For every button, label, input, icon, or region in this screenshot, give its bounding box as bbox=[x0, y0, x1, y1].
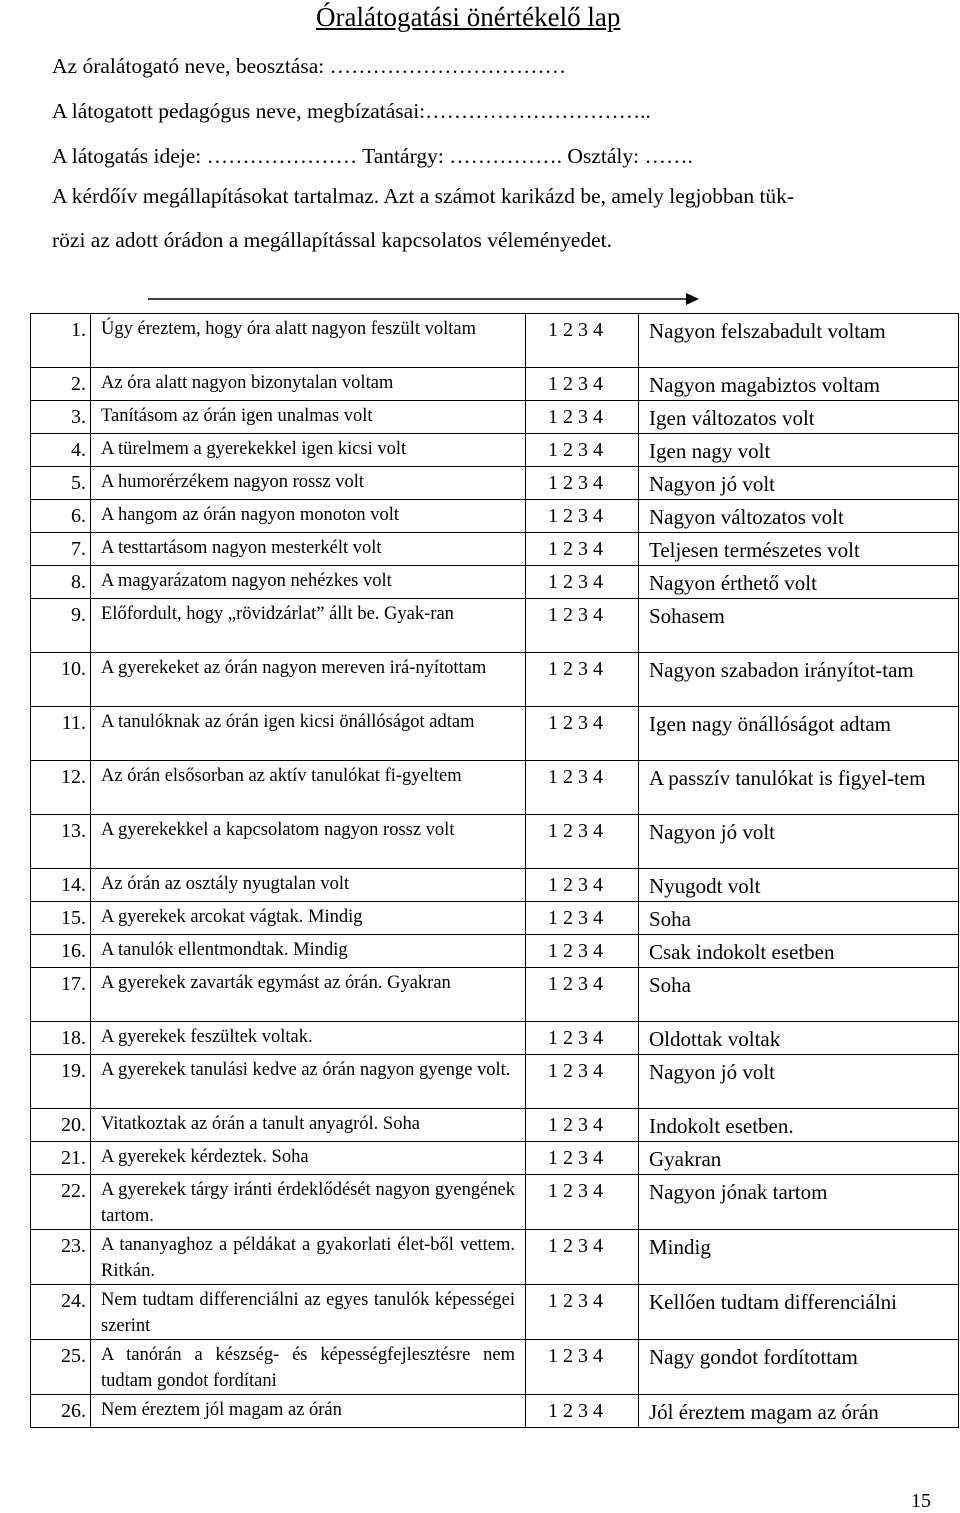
visit-date-line: A látogatás ideje: ………………… Tantárgy: ……………. Osztály: ……. bbox=[52, 144, 693, 168]
item-number: 13. bbox=[31, 815, 91, 869]
negative-statement: Az órán az osztály nyugtalan volt bbox=[91, 869, 526, 902]
item-number: 19. bbox=[31, 1055, 91, 1109]
rating-scale[interactable]: 1 2 3 4 bbox=[526, 869, 639, 902]
teacher-name-line: A látogatott pedagógus neve, megbízatásai:………………………….. bbox=[52, 99, 651, 123]
table-row bbox=[31, 902, 959, 935]
positive-statement: Nagyon felszabadult voltam bbox=[639, 314, 959, 368]
negative-statement: Tanításom az órán igen unalmas volt bbox=[91, 401, 526, 434]
positive-statement: Igen nagy volt bbox=[639, 434, 959, 467]
table-row bbox=[31, 1285, 959, 1340]
item-number: 12. bbox=[31, 761, 91, 815]
negative-statement: A gyerekek tanulási kedve az órán nagyon gyenge volt. bbox=[91, 1055, 526, 1109]
rating-scale[interactable]: 1 2 3 4 bbox=[526, 968, 639, 1022]
scale-arrow-icon bbox=[148, 290, 700, 308]
rating-scale[interactable]: 1 2 3 4 bbox=[526, 1055, 639, 1109]
item-number: 4. bbox=[31, 434, 91, 467]
rating-scale[interactable]: 1 2 3 4 bbox=[526, 707, 639, 761]
rating-scale[interactable]: 1 2 3 4 bbox=[526, 653, 639, 707]
rating-scale[interactable]: 1 2 3 4 bbox=[526, 566, 639, 599]
table-row bbox=[31, 599, 959, 653]
negative-statement: Nem tudtam differenciálni az egyes tanulók képességei szerint bbox=[91, 1285, 526, 1340]
rating-scale[interactable]: 1 2 3 4 bbox=[526, 815, 639, 869]
rating-scale[interactable]: 1 2 3 4 bbox=[526, 599, 639, 653]
negative-statement: A testtartásom nagyon mesterkélt volt bbox=[91, 533, 526, 566]
table-row bbox=[31, 1109, 959, 1142]
item-number: 24. bbox=[31, 1285, 91, 1340]
item-number: 15. bbox=[31, 902, 91, 935]
rating-scale[interactable]: 1 2 3 4 bbox=[526, 1142, 639, 1175]
positive-statement: Igen változatos volt bbox=[639, 401, 959, 434]
positive-statement: Teljesen természetes volt bbox=[639, 533, 959, 566]
negative-statement: Az órán elsősorban az aktív tanulókat fi-gyeltem bbox=[91, 761, 526, 815]
rating-scale[interactable]: 1 2 3 4 bbox=[526, 761, 639, 815]
positive-statement: Nagyon változatos volt bbox=[639, 500, 959, 533]
positive-statement: Kellően tudtam differenciálni bbox=[639, 1285, 959, 1340]
positive-statement: Nagyon szabadon irányítot-tam bbox=[639, 653, 959, 707]
rating-scale[interactable]: 1 2 3 4 bbox=[526, 401, 639, 434]
table-row bbox=[31, 1395, 959, 1428]
item-number: 9. bbox=[31, 599, 91, 653]
item-number: 16. bbox=[31, 935, 91, 968]
table-row bbox=[31, 500, 959, 533]
table-row bbox=[31, 1055, 959, 1109]
positive-statement: Nagyon jó volt bbox=[639, 467, 959, 500]
negative-statement: A türelmem a gyerekekkel igen kicsi volt bbox=[91, 434, 526, 467]
page-title: Óralátogatási önértékelő lap bbox=[316, 2, 621, 32]
positive-statement: Nagyon jónak tartom bbox=[639, 1175, 959, 1230]
rating-scale[interactable]: 1 2 3 4 bbox=[526, 935, 639, 968]
item-number: 10. bbox=[31, 653, 91, 707]
table-row bbox=[31, 533, 959, 566]
positive-statement: Nagyon jó volt bbox=[639, 1055, 959, 1109]
positive-statement: Soha bbox=[639, 968, 959, 1022]
negative-statement: Úgy éreztem, hogy óra alatt nagyon feszült voltam bbox=[91, 314, 526, 368]
item-number: 18. bbox=[31, 1022, 91, 1055]
table-row bbox=[31, 869, 959, 902]
rating-scale[interactable]: 1 2 3 4 bbox=[526, 1175, 639, 1230]
table-row bbox=[31, 1230, 959, 1285]
table-row bbox=[31, 761, 959, 815]
positive-statement: Mindig bbox=[639, 1230, 959, 1285]
negative-statement: Vitatkoztak az órán a tanult anyagról. Soha bbox=[91, 1109, 526, 1142]
item-number: 11. bbox=[31, 707, 91, 761]
table-row bbox=[31, 566, 959, 599]
negative-statement: A gyerekek kérdeztek. Soha bbox=[91, 1142, 526, 1175]
visitor-name-line: Az óralátogató neve, beosztása: …………………………… bbox=[52, 54, 567, 78]
positive-statement: Sohasem bbox=[639, 599, 959, 653]
positive-statement: Gyakran bbox=[639, 1142, 959, 1175]
negative-statement: Az óra alatt nagyon bizonytalan voltam bbox=[91, 368, 526, 401]
table-row bbox=[31, 467, 959, 500]
rating-scale[interactable]: 1 2 3 4 bbox=[526, 1340, 639, 1395]
table-row bbox=[31, 653, 959, 707]
instruction-line-1: A kérdőív megállapításokat tartalmaz. Azt a számot karikázd be, amely legjobban tük- bbox=[52, 184, 795, 208]
item-number: 5. bbox=[31, 467, 91, 500]
rating-scale[interactable]: 1 2 3 4 bbox=[526, 1395, 639, 1428]
table-row bbox=[31, 707, 959, 761]
rating-scale[interactable]: 1 2 3 4 bbox=[526, 434, 639, 467]
positive-statement: Nagyon érthető volt bbox=[639, 566, 959, 599]
negative-statement: A magyarázatom nagyon nehézkes volt bbox=[91, 566, 526, 599]
table-row bbox=[31, 314, 959, 368]
negative-statement: Előfordult, hogy „rövidzárlat” állt be. Gyak-ran bbox=[91, 599, 526, 653]
rating-scale[interactable]: 1 2 3 4 bbox=[526, 500, 639, 533]
item-number: 17. bbox=[31, 968, 91, 1022]
positive-statement: Csak indokolt esetben bbox=[639, 935, 959, 968]
item-number: 14. bbox=[31, 869, 91, 902]
item-number: 26. bbox=[31, 1395, 91, 1428]
rating-scale[interactable]: 1 2 3 4 bbox=[526, 902, 639, 935]
rating-scale[interactable]: 1 2 3 4 bbox=[526, 314, 639, 368]
rating-scale[interactable]: 1 2 3 4 bbox=[526, 368, 639, 401]
page-number: 15 bbox=[911, 1490, 931, 1512]
negative-statement: A gyerekek zavarták egymást az órán. Gyakran bbox=[91, 968, 526, 1022]
negative-statement: Nem éreztem jól magam az órán bbox=[91, 1395, 526, 1428]
item-number: 8. bbox=[31, 566, 91, 599]
negative-statement: A gyerekek feszültek voltak. bbox=[91, 1022, 526, 1055]
rating-scale[interactable]: 1 2 3 4 bbox=[526, 1230, 639, 1285]
rating-scale[interactable]: 1 2 3 4 bbox=[526, 1285, 639, 1340]
table-row bbox=[31, 1175, 959, 1230]
item-number: 7. bbox=[31, 533, 91, 566]
item-number: 1. bbox=[31, 314, 91, 368]
positive-statement: Igen nagy önállóságot adtam bbox=[639, 707, 959, 761]
item-number: 2. bbox=[31, 368, 91, 401]
item-number: 3. bbox=[31, 401, 91, 434]
item-number: 25. bbox=[31, 1340, 91, 1395]
item-number: 22. bbox=[31, 1175, 91, 1230]
table-row bbox=[31, 401, 959, 434]
negative-statement: A humorérzékem nagyon rossz volt bbox=[91, 467, 526, 500]
negative-statement: A hangom az órán nagyon monoton volt bbox=[91, 500, 526, 533]
positive-statement: A passzív tanulókat is figyel-tem bbox=[639, 761, 959, 815]
rating-scale[interactable]: 1 2 3 4 bbox=[526, 533, 639, 566]
table-row bbox=[31, 434, 959, 467]
positive-statement: Nyugodt volt bbox=[639, 869, 959, 902]
item-number: 23. bbox=[31, 1230, 91, 1285]
negative-statement: A gyerekekkel a kapcsolatom nagyon rossz volt bbox=[91, 815, 526, 869]
negative-statement: A gyerekek tárgy iránti érdeklődését nagyon gyengének tartom. bbox=[91, 1175, 526, 1230]
negative-statement: A gyerekeket az órán nagyon mereven irá-nyítottam bbox=[91, 653, 526, 707]
negative-statement: A tanulóknak az órán igen kicsi önállóságot adtam bbox=[91, 707, 526, 761]
positive-statement: Nagyon magabiztos voltam bbox=[639, 368, 959, 401]
positive-statement: Oldottak voltak bbox=[639, 1022, 959, 1055]
instruction-line-2: rözi az adott órádon a megállapítással kapcsolatos véleményedet. bbox=[52, 228, 612, 252]
negative-statement: A tananyaghoz a példákat a gyakorlati élet-ből vettem. Ritkán. bbox=[91, 1230, 526, 1285]
rating-scale[interactable]: 1 2 3 4 bbox=[526, 1022, 639, 1055]
item-number: 6. bbox=[31, 500, 91, 533]
positive-statement: Soha bbox=[639, 902, 959, 935]
table-row bbox=[31, 1340, 959, 1395]
table-row bbox=[31, 368, 959, 401]
negative-statement: A tanórán a készség- és képességfejlesztésre nem tudtam gondot fordítani bbox=[91, 1340, 526, 1395]
positive-statement: Nagyon jó volt bbox=[639, 815, 959, 869]
rating-scale[interactable]: 1 2 3 4 bbox=[526, 1109, 639, 1142]
table-row bbox=[31, 1142, 959, 1175]
positive-statement: Nagy gondot fordítottam bbox=[639, 1340, 959, 1395]
negative-statement: A tanulók ellentmondtak. Mindig bbox=[91, 935, 526, 968]
questionnaire-table bbox=[30, 313, 959, 1428]
positive-statement: Jól éreztem magam az órán bbox=[639, 1395, 959, 1428]
item-number: 20. bbox=[31, 1109, 91, 1142]
positive-statement: Indokolt esetben. bbox=[639, 1109, 959, 1142]
table-row bbox=[31, 935, 959, 968]
table-row bbox=[31, 968, 959, 1022]
rating-scale[interactable]: 1 2 3 4 bbox=[526, 467, 639, 500]
item-number: 21. bbox=[31, 1142, 91, 1175]
table-row bbox=[31, 815, 959, 869]
table-row bbox=[31, 1022, 959, 1055]
negative-statement: A gyerekek arcokat vágtak. Mindig bbox=[91, 902, 526, 935]
